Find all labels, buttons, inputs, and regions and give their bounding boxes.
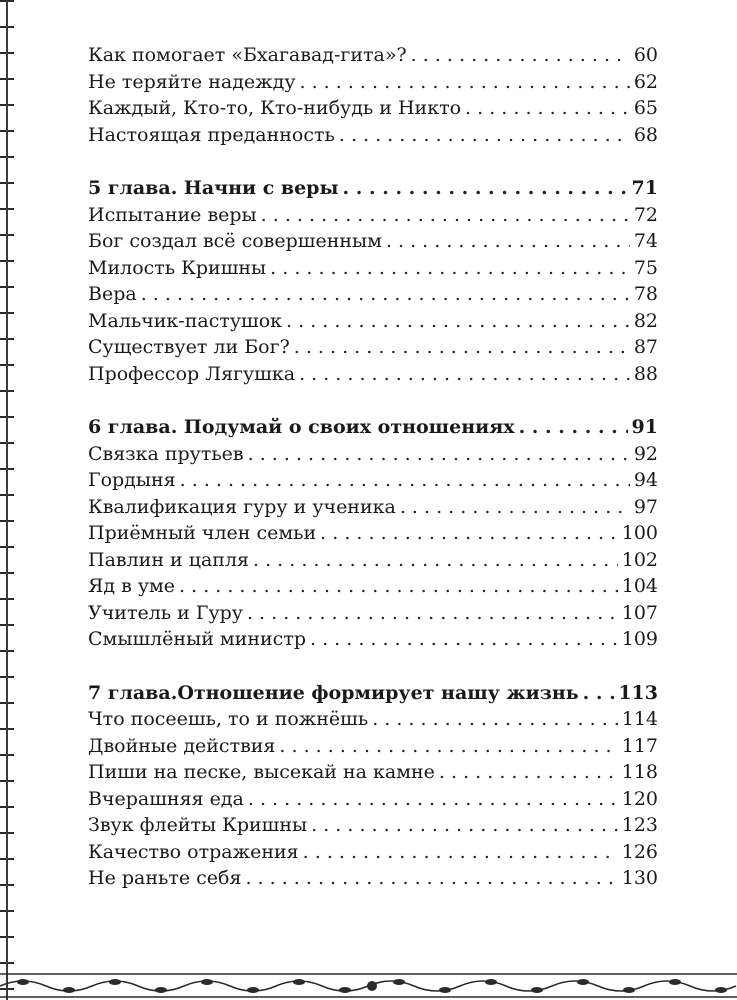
vine-ornament-icon bbox=[0, 970, 737, 1000]
leader-dots bbox=[179, 575, 618, 597]
leader-dots bbox=[411, 44, 630, 66]
leader-dots bbox=[439, 761, 618, 783]
leader-dots bbox=[310, 628, 618, 650]
toc-entry[interactable] bbox=[88, 124, 658, 151]
leader-dots bbox=[320, 522, 618, 544]
toc-entry-title: Качество отражения bbox=[88, 840, 299, 863]
toc-entry[interactable] bbox=[88, 469, 658, 496]
leader-dots bbox=[372, 708, 618, 730]
leader-dots bbox=[465, 97, 630, 119]
toc-entry[interactable] bbox=[88, 336, 658, 363]
toc-entry[interactable] bbox=[88, 575, 658, 602]
toc-entry[interactable] bbox=[88, 44, 658, 71]
leader-dots bbox=[343, 177, 628, 199]
toc-entry-page: 107 bbox=[621, 601, 658, 624]
leader-dots bbox=[270, 257, 630, 279]
left-ornamental-border bbox=[0, 0, 14, 1000]
toc-entry[interactable] bbox=[88, 628, 658, 655]
toc-entry-title: Не теряйте надежду bbox=[88, 70, 296, 93]
toc-entry-page: 94 bbox=[633, 469, 658, 491]
leader-dots bbox=[299, 363, 630, 385]
leader-dots bbox=[400, 496, 630, 518]
toc-entry-title: Каждый, Кто-то, Кто-нибудь и Никто bbox=[88, 97, 462, 119]
toc-entry-page: 104 bbox=[621, 575, 658, 597]
toc-entry[interactable] bbox=[88, 867, 658, 894]
toc-entry-page: 75 bbox=[633, 256, 658, 279]
toc-entry-title: Вчерашняя еда bbox=[88, 787, 244, 810]
toc-entry-page: 65 bbox=[633, 97, 658, 119]
toc-entry-page: 92 bbox=[633, 442, 658, 465]
toc-entry[interactable] bbox=[88, 204, 658, 231]
toc-entry-title: Бог создал всё совершенным bbox=[88, 230, 382, 252]
toc-entry-title: Приёмный член семьи bbox=[88, 522, 317, 544]
toc-entry-page: 78 bbox=[633, 283, 658, 305]
leader-dots bbox=[300, 71, 630, 93]
toc-entry-title: Мальчик-пастушок bbox=[88, 309, 283, 332]
toc-entry-page: 100 bbox=[621, 522, 658, 544]
toc-entry[interactable] bbox=[88, 257, 658, 284]
toc-entry-title: Павлин и цапля bbox=[88, 548, 249, 571]
toc-entry-title: Настоящая преданность bbox=[88, 123, 335, 146]
leader-dots bbox=[261, 204, 630, 226]
toc-entry-page: 114 bbox=[621, 708, 658, 730]
toc-entry-title: Что посеешь, то и пожнёшь bbox=[88, 708, 369, 730]
toc-entry-title: Пиши на песке, высекай на камне bbox=[88, 761, 435, 783]
toc-entry-page: 126 bbox=[621, 840, 658, 863]
toc-entry-page: 87 bbox=[633, 336, 658, 358]
chapter-page: 71 bbox=[631, 177, 658, 199]
leader-dots bbox=[245, 867, 617, 889]
toc-entry-page: 74 bbox=[633, 230, 658, 252]
toc-entry-page: 120 bbox=[621, 787, 658, 810]
toc-entry[interactable] bbox=[88, 496, 658, 523]
toc-entry-page: 88 bbox=[633, 362, 658, 385]
toc-entry[interactable] bbox=[88, 788, 658, 815]
toc-entry[interactable] bbox=[88, 310, 658, 337]
chapter-page: 91 bbox=[631, 416, 658, 438]
toc-entry-page: 62 bbox=[633, 70, 658, 93]
toc-entry-title: Вера bbox=[88, 283, 137, 305]
leader-dots bbox=[286, 310, 630, 332]
section-gap bbox=[88, 655, 658, 682]
toc-entry[interactable] bbox=[88, 443, 658, 470]
chapter-title: 5 глава. Начни с веры bbox=[88, 177, 339, 199]
toc-entry[interactable] bbox=[88, 283, 658, 310]
chapter-page: 113 bbox=[618, 681, 658, 704]
toc-entry[interactable] bbox=[88, 761, 658, 788]
leader-dots bbox=[253, 549, 618, 571]
toc-entry-title: Не раньте себя bbox=[88, 867, 242, 889]
chapter-title: 6 глава. Подумай о своих отношениях bbox=[88, 416, 515, 438]
leader-dots bbox=[311, 814, 618, 836]
toc-entry-title: Смышлёный министр bbox=[88, 628, 306, 650]
toc-entry[interactable] bbox=[88, 708, 658, 735]
toc-entry-title: Гордыня bbox=[88, 469, 176, 491]
toc-entry-title: Звук флейты Кришны bbox=[88, 814, 308, 836]
toc-entry-title: Квалификация гуру и ученика bbox=[88, 495, 396, 518]
toc-entry-page: 72 bbox=[633, 203, 658, 226]
toc-entry-page: 68 bbox=[633, 123, 658, 146]
toc-entry-title: Испытание веры bbox=[88, 203, 257, 226]
toc-entry[interactable] bbox=[88, 549, 658, 576]
toc-entry-title: Как помогает «Бхагавад-гита»? bbox=[88, 44, 407, 66]
toc-entry-page: 118 bbox=[621, 761, 658, 783]
toc-entry-title: Учитель и Гуру bbox=[88, 601, 243, 624]
toc-entry-page: 82 bbox=[633, 309, 658, 332]
chapter-heading[interactable] bbox=[88, 177, 658, 204]
toc-entry[interactable] bbox=[88, 841, 658, 868]
toc-entry[interactable] bbox=[88, 814, 658, 841]
section-gap bbox=[88, 150, 658, 177]
bottom-ornamental-border bbox=[0, 970, 737, 1000]
toc-entry-title: Профессор Лягушка bbox=[88, 362, 296, 385]
toc-entry-title: Яд в уме bbox=[88, 575, 176, 597]
toc-entry-title: Связка прутьев bbox=[88, 442, 244, 465]
leader-dots bbox=[519, 416, 628, 438]
leader-dots bbox=[248, 788, 618, 810]
toc-entry-page: 102 bbox=[621, 548, 658, 571]
toc-entry-page: 117 bbox=[621, 734, 658, 757]
leader-dots bbox=[583, 682, 615, 704]
toc-entry-title: Милость Кришны bbox=[88, 256, 267, 279]
leader-dots bbox=[141, 283, 630, 305]
toc-entry-page: 97 bbox=[633, 495, 658, 518]
toc-entry-page: 130 bbox=[621, 867, 658, 889]
toc-entry-page: 60 bbox=[633, 44, 658, 66]
toc-entry[interactable] bbox=[88, 363, 658, 390]
leader-dots bbox=[180, 469, 630, 491]
leader-dots bbox=[279, 735, 617, 757]
table-of-contents bbox=[88, 44, 658, 894]
toc-entry[interactable] bbox=[88, 71, 658, 98]
toc-entry[interactable] bbox=[88, 230, 658, 257]
toc-entry-page: 109 bbox=[621, 628, 658, 650]
chapter-heading[interactable] bbox=[88, 682, 658, 709]
chapter-heading[interactable] bbox=[88, 416, 658, 443]
leader-dots bbox=[294, 336, 630, 358]
toc-entry-title: Двойные действия bbox=[88, 734, 276, 757]
toc-entry[interactable] bbox=[88, 522, 658, 549]
leader-dots bbox=[386, 230, 630, 252]
toc-entry-title: Существует ли Бог? bbox=[88, 336, 290, 358]
section-gap bbox=[88, 389, 658, 416]
leader-dots bbox=[248, 443, 630, 465]
leader-dots bbox=[339, 124, 630, 146]
toc-entry-page: 123 bbox=[621, 814, 658, 836]
toc-entry[interactable] bbox=[88, 97, 658, 124]
leader-dots bbox=[247, 602, 618, 624]
toc-entry[interactable] bbox=[88, 735, 658, 762]
leader-dots bbox=[303, 841, 618, 863]
chapter-title: 7 глава.Отношение формирует нашу жизнь bbox=[88, 681, 579, 704]
toc-entry[interactable] bbox=[88, 602, 658, 629]
